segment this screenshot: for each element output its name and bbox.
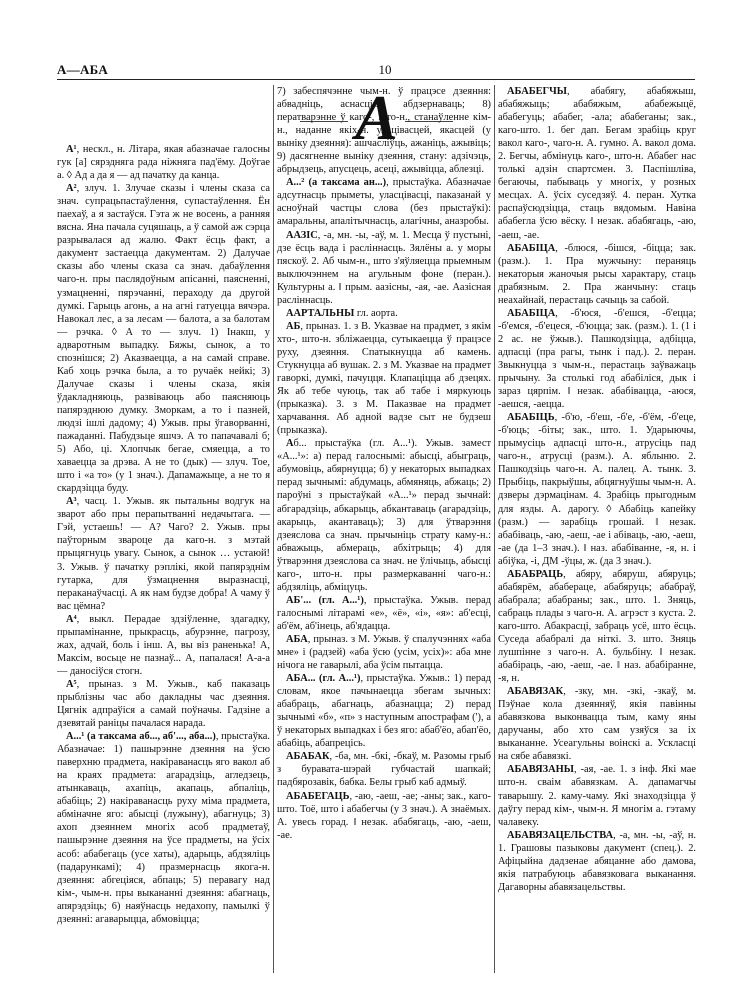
entry-headword: АБА xyxy=(286,633,308,645)
entry-headword: А xyxy=(286,438,294,450)
entry-headword: АБ'... (гл. А...¹) xyxy=(286,594,364,606)
dictionary-entry: АБАВЯЗАНЫ, -ая, -ае. 1. з інф. Які мае што-н. сваім абавязкам. А. дапамагчы таварышу. 2. каму-чаму. Які знаходзіцца ў даўгу перад кім-, чым-н. Я многім а. гэтаму чалавеку. xyxy=(498,764,696,828)
entry-headword: АБАБЕГЧЫ xyxy=(507,86,567,97)
running-head: А—АБА xyxy=(57,62,109,77)
entry-headword: АБАВЯЗАНЫ xyxy=(507,764,574,776)
dictionary-entry: А⁵, прыназ. з М. Ужыв., каб паказаць прыблізны час або дакладны час дзеяння. Цягнік адпраўіся а самай поўначы. Гадзіне а дзевятай раніцы пачалася нарада. xyxy=(57,678,270,730)
entry-headword: А² xyxy=(66,183,77,195)
dictionary-entry: А³, часц. 1. Ужыв. як пытальны водгук на зварот або пры перапытванні недачытага. — Гэй, устаешь! — А? Чаго? 2. Ужыв. пры паўторным звароце да каго-н. з мэтай прыцягнуць увагу. Сынок, а сынок … устаюй! 3. Ужыв. ў пачатку рэплікі, якой папярэднім гутарка, для ўзмацнення выразнасці, пераканаўчасці. А як нам будзе добра! А чаму ў вас цёмна? xyxy=(57,496,270,612)
entry-headword: А...¹ (а таксама аб..., аб'..., аба...) xyxy=(66,731,216,743)
dictionary-entry: А...¹ (а таксама аб..., аб'..., аба...), прыстаўка. Абазначае: 1) пашырэнне дзеяння на ўсю паверхню прадмета, накіраванасць яго вакол аб на краях прадмета: агарадзіць, агледзець, атынкаваць, ахапіць, акапаць, абпаліць, абабіць; 2) накіраванасць руху міма прадмета, абміначне яго: абысці (лужыну), абагнуць; 3) ахоп дзеяннем многіх асоб прадметаў, пашырэнне дзеяння на ўсе прадметы, на ўсіх асоб: абабегаць (усе хаты), адарыць, абдзяліць (падарункамі); 4) празмернасць якога-н. дзеяння: абгеціяся, абпаць; 5) перавагу над кім-, чым-н. пры выкананні дзеяння: абагнаць, апярэдзіць; 6) наяўнасць недахопу, памылкі ў дзеянні: агаварыцца, абмовіцца; xyxy=(57,731,270,925)
entry-headword: А¹ xyxy=(66,144,77,155)
dictionary-entry: ААЗІС, -а, мн. -ы, -аў, м. 1. Месца ў пустыні, дзе ёсць вада і расліннасць. Зялёны а. у моры пяскоў. 2. Аб чым-н., што з'яўляецца прыемным выключэннем на агульным фоне (перан.). Культурны а. ‖ прым. аазісны, -ая, -ае. Аазісная расліннасць. xyxy=(277,229,491,306)
entry-headword: АБ xyxy=(286,320,301,332)
entry-headword: АБАВЯЗАЦЕЛЬСТВА xyxy=(507,829,614,841)
entry-headword: ААЗІС xyxy=(286,229,318,241)
column-divider-1 xyxy=(273,85,274,973)
dictionary-entry: А...² (а таксама ан...), прыстаўка. Абазначае адсутнасць прыметы, уласцівасці, паказанай у асноўнай частцы слова (без прыстаўкі): амаральны, апалітычнасць, алагічны, аназробы. xyxy=(277,177,491,228)
entry-headword: АБАВЯЗАК xyxy=(507,686,564,698)
dictionary-column-2 xyxy=(277,85,491,975)
entry-headword: АБАБЕГАЦЬ xyxy=(286,790,350,802)
entry-headword: АБАБРАЦЬ xyxy=(507,568,564,580)
entry-headword: АБА... (гл. А...¹) xyxy=(286,673,361,685)
dictionary-entry: АБА, прыназ. з М. Ужыв. ў спалучэннях «аба мне» і (радзей) «аба ўсю (усім, усіх)»: аба мне нічога не гаварылі, аба ўсім пытацца. xyxy=(277,633,491,672)
dictionary-entry: А¹, нескл., н. Літара, якая абазначае галосны гук [а] сярэдняга рада ніжняга пад'ёму. Доўгае а. ◊ Ад а да я — ад пачатку да канца. xyxy=(57,144,270,182)
entry-headword: А⁵ xyxy=(66,678,77,690)
section-letter: А xyxy=(355,82,398,153)
entry-headword: А⁴ xyxy=(66,613,77,625)
dictionary-entry: АБАБЕГАЦЬ, -аю, -аеш, -ае; -аны; зак., каго-што. Тоё, што і абабегчы (у 3 знач.). А знаёмых. А. увесь горад. ‖ незак. абабягаць, -аю, -аеш, -ае. xyxy=(277,790,491,841)
dictionary-column-3 xyxy=(498,85,696,975)
header-rule xyxy=(57,79,695,80)
entry-headword: АБАБІЦЬ xyxy=(507,412,555,424)
entry-headword: АБАБАК xyxy=(286,751,330,763)
dictionary-entry: Аб... прыстаўка (гл. А...¹). Ужыв. замест «А...¹»: а) перад галоснымі: абысці, абыграць, абумовіць, абярнуцца; б) у некаторых выпадках перад зычнымі: абдумаць, абмяняць, абжаць; 2) пароўні з прыстаўкай «А...¹» перад зычнай: абгарадзіць, абкарыць, абкантаваць (агарадзіць, акарыць, акантаваць); 3) для ўтварэння дзеяслова са знач. прычыніць страту каму-н.: абважыць, абмераць, абхітрыць; 4) для ўтварэння дзеяслова са знач. не ўлічыць, абысці каго-, што-н. пры размеркаванні чаго-н.: абдзяліць, абміцуць. xyxy=(277,438,491,593)
dictionary-entry: АБАБЕГЧЫ, абабягу, абабяжыш, абабяжыць; абабяжым, абабежыцё, абабегуць; абабег, -ала; абабеганы; зак., каго-што. 1. бег дап. Бегам зрабіць круг вакол каго-, чаго-н. А. гумно. А. вакол дома. 2. Бегчы, абмінуць каго-, што-н. Абабег нас толькі адзін спартсмен. 3. Паспішліва, бегаючы, пабываць у многіх, у розных месцах. А. ўсіх суседзяў. 4. перан. Хутка распаўсюдзіцца, стаць вядомым. Навіна абабегла ўсю вёску. ‖ незак. абабягаць, -аю, -аеш, -ае. xyxy=(498,86,696,241)
dictionary-entry: АБАВЯЗАЦЕЛЬСТВА, -а, мн. -ы, -аў, н. 1. Грашовы пазыковы дакумент (спец.). 2. Афіцыйна дадзенае абяцанне або дамова, якія патрабуюць абавязковага выканання. Дагаворны абавязацельствы. xyxy=(498,829,696,893)
dictionary-entry: АБАБІЦЬ, -б'ю, -б'еш, -б'е, -б'ём, -б'еце, -б'юць; -біты; зак., што. 1. Ударыючы, прымусіць адпасці што-н., атрусіць пад чаго-н., атрусці (разм.). А. яблыню. 2. Пашкодзіць чаго-н. А. палец. А. тынк. 3. Прыбіць, пакрыўшы, абцягнуўшы чым-н. А. дзверы дэрмацінам. 4. Зрабіць прыгодным для язды. А. дарогу. ◊ Абабіць капейку (разм.) — зарабіць грошай. ‖ незак. абабіваць, -аю, -аеш, -ае і абіваць, -аю, -аеш, -ае (да 1–3 знач.). ‖ наз. абабіванне, -я, н. і абіўка, -і, ДМ -ўцы, ж. (да 3 знач.). xyxy=(498,412,696,567)
dictionary-entry: АБ'... (гл. А...¹), прыстаўка. Ужыв. перад галоснымі літарамі «е», «ё», «і», «я»: аб'есці, аб'ём, аб'інець, аб'ядацца. xyxy=(277,594,491,632)
dictionary-entry: ААРТАЛЬНЫ гл. аорта. xyxy=(286,307,398,319)
dictionary-entry: АБАБІЦА, -б'юся, -б'ешся, -б'ецца; -б'емся, -б'ецеся, -б'юцца; зак. (разм.). 1. (1 і 2 ас. не ўжыв.). Пашкодзіцца, адбіцца, адпасці (пра рагы, тынк і пад.). 2. перан. Звыкнуцца з чым-н., перастаць заўважаць прычыну. За столькі год абабіліся, дык і зараз цярпім. ‖ незак. абабівацца, -аюся, -аешся, -аецца. xyxy=(498,307,696,411)
entry-headword: АБАБІЦА xyxy=(507,242,556,254)
entry-headword: А...² (а таксама ан...) xyxy=(286,177,387,189)
dictionary-entry: АБАБІЦА, -блюся, -бішся, -біцца; зак. (разм.). 1. Пра мужчыну: пераняць некаторыя жаночыя рысы характару, стаць драбязным. 2. Пра жанчыну: стаць неахайнай, перастаць сачыць за сабой. xyxy=(498,242,696,306)
dictionary-entry: АБ, прыназ. 1. з В. Указвае на прадмет, з якім хто-, што-н. збліжаецца, сутыкаецца ў працэсе руху, дзеяння. Спатыкнуцца аб камень. Стукнуцца аб вушак. 2. з М. Указвае на прадмет гаворкі, думкі, пачуцця. Клапаціцца аб дзецях. Як аб тебе чуюць, так аб табе і мяркуюць (прыказка). 3. з М. Паказвае на прадмет харчавання. Аб адной вадзе сыт не будзеш (прыказка). xyxy=(277,320,491,437)
dictionary-entry: А⁴, выкл. Перадае здзіўленне, здагадку, прыпамінанне, прыкрасць, абурэнне, пагрозу, жах, адчай, боль і інш. А, вы віз раненька! А, Максім, восьце не пазнаў... А, папалася! А-а-а — даносіўся стогн. xyxy=(57,613,270,677)
dictionary-entry: АБАБАК, -ба, мн. -бкі, -бкаў, м. Разомы грыб з буравата-шэрай губчастай шапкай; падбярозавік, бабка. Белы грыб каб адмыў. xyxy=(277,751,491,789)
dictionary-entry: АБАВЯЗАК, -зку, мн. -зкі, -зкаў, м. Пэўнае кола дзеянняў, якія павінны абавязкова выконвацца тым, каму яны даручаны, або хто сам узяўся за іх выкананне. Усеагульны воінскі а. Ускласці на сябе абавязкі. xyxy=(498,686,696,763)
dictionary-entry: А², злуч. 1. Злучае сказы і члены сказа са знач. супрацьпастаўлення, супастаўлення. Ён паехаў, а я застаўся. Гэта ж не восень, а ранняя вясна. Яна пачала суцяшаць, а ў самой аж сэрца разрывалася ад жалю. Факт ёсць факт, а дакумент застаецца дакументам. 2) Далучае сказы або члены сказа са знач. дабаўлення чаго-н. пры паслядоўным апісанні, паясненні, узмацненні, пярэчанні, пераходу да другой думкі. Гарыць агонь, а на агні гатуецца вячэра. Навокал лес, а за лесам — балота, а за балотам — рэчка. ◊ А то — злуч. 1) Інакш, у адваротным выпадку. Бяжы, сынок, а то спознішся; 2) Аказваецца, а на самай справе. Каб хоць рэчка была, а то ручаёк нейкі; 3) Далучае сказы і члены сказа, якія ўдакладняюць, развіваюць або паясняюць папярэднюю думку. Зморкам, а то і пазней, людзі ішлі дадому; 4) Ужыв. пры ўгаворванні, пажаданні. Пабудзьце яшчэ. А то папачавалі б; 5) Або, ці. Хлопчык бегае, смяецца, а то хаваецца за дрэва. А не то (дык) — злуч. Тое, што і «а то» (у 1 знач.). Дапамажыце, а не то я скардзіцца буду. xyxy=(57,183,270,495)
dictionary-entry: АБА... (гл. А...¹), прыстаўка. Ужыв.: 1) перад словам, якое пачынаецца збегам зычных: абабраць, абагнаць, абазнацца; 2) перад зычнымі «б», «п» з наступным апострафам ('), а ў некаторых выпадках і без яго: абаб'ёо, абап'ёо, абабіць, абапрецісь. xyxy=(277,673,491,750)
entry-headword: А³ xyxy=(66,496,77,508)
dictionary-column-1 xyxy=(57,143,270,973)
entry-headword: ААРТАЛЬНЫ xyxy=(286,307,355,319)
entry-headword: АБАБІЦА xyxy=(507,307,556,319)
dictionary-entry: 7) забеспячэнне чым-н. ў працэсе дзеяння: абвадніць, аснасціць, абдзернаваць; 8) ператварэнне ў каго-, што-н., станаўленне кім-н., наданне якіх-н. улацівасцей, якасцей (у выніку дзеяння): ашчасліўць, ажаніць, ажывіць; 9) дасягненне выніку дзеяння, стану: адзічэць, абрыдзець, апусцець, асеці, ажывіцца, аблезці. xyxy=(277,86,491,176)
page-number: 10 xyxy=(378,62,392,77)
dictionary-entry: АБАБРАЦЬ, абяру, абяруш, абяруць; абабярём, абабераце, абабяруць; абабраў, абабрала; абабраны; зак., што. 1. Зняць, сабраць плады з чаго-н. А. агрэст з куста. 2. каго-што. Абакрасці, забраць усё, што ёсць. Суседа абабралі да ніткі. 3. што. Зняць лушпінне з чаго-н. А. бульбіну. ‖ незак. абабіраць, -аю, -аеш, -ае. ‖ наз. абабіранне, -я, н. xyxy=(498,568,696,685)
column-divider-2 xyxy=(494,85,495,973)
